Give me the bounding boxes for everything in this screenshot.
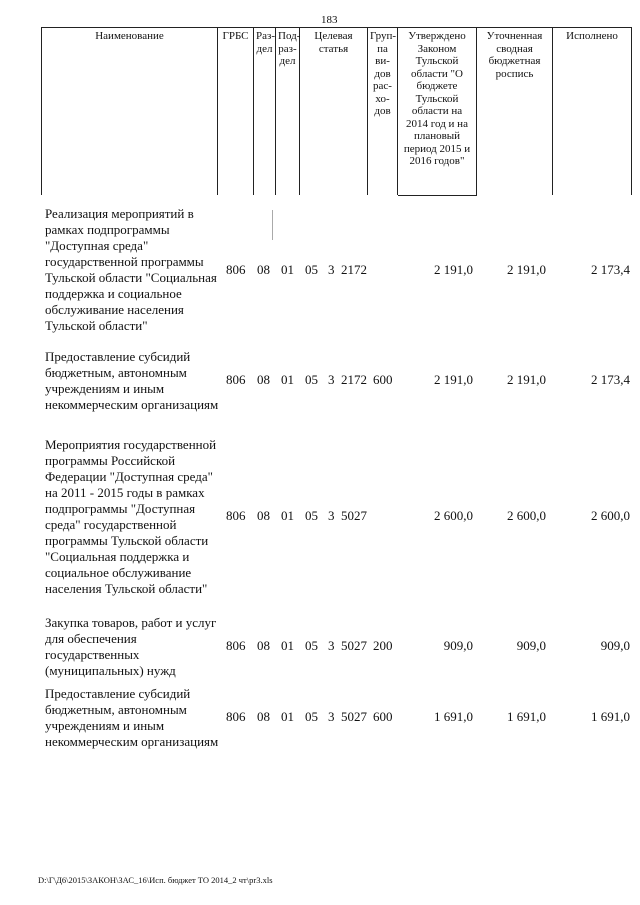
- row-target-2: 3: [328, 262, 335, 277]
- header-target: Целевая статья: [300, 28, 368, 195]
- row-razdel: 08: [257, 372, 270, 387]
- row-executed: 2 173,4: [591, 262, 630, 277]
- row-target-2: 3: [328, 638, 335, 653]
- row-podrazdel: 01: [281, 262, 294, 277]
- row-name: Предоставление субсидий бюджетным, автономным учреждениям и иным некоммерческим организациям: [45, 349, 219, 412]
- page-number: 183: [321, 14, 338, 26]
- row-group: 200: [373, 638, 393, 653]
- row-group: 600: [373, 709, 393, 724]
- row-name: Мероприятия государственной программы Российской Федерации "Доступная среда" на 2011 - 2015 годы в рамках подпрограммы "Доступная среда" государственной программы Тульской области "Социальная поддержка и социальное обслуживание населения Тульской области": [45, 437, 217, 596]
- row-name: Предоставление субсидий бюджетным, автономным учреждениям и иным некоммерческим организациям: [45, 686, 219, 749]
- header-executed: Исполнено: [553, 28, 632, 195]
- row-executed: 2 600,0: [591, 508, 630, 523]
- file-path-footer: D:\Г\Д6\2015\ЗАКОН\ЗАС_16\Исп. бюджет ТО 2014_2 чт\pr3.xls: [38, 875, 273, 885]
- row-name: Реализация мероприятий в рамках подпрограммы "Доступная среда" государственной программы Тульской области "Социальная поддержка и социальное обслуживание населения Тульской области": [45, 206, 217, 333]
- row-podrazdel: 01: [281, 508, 294, 523]
- row-revised: 1 691,0: [507, 709, 546, 724]
- row-razdel: 08: [257, 709, 270, 724]
- row-target-3: 5027: [341, 709, 367, 724]
- row-approved: 1 691,0: [434, 709, 473, 724]
- row-razdel: 08: [257, 508, 270, 523]
- row-approved: 909,0: [443, 638, 473, 653]
- row-approved: 2 600,0: [434, 508, 473, 523]
- row-razdel: 08: [257, 262, 270, 277]
- row-target-1: 05: [305, 262, 318, 277]
- header-name: Наименование: [42, 28, 218, 195]
- row-target-3: 2172: [341, 372, 367, 387]
- row-podrazdel: 01: [281, 709, 294, 724]
- row-razdel: 08: [257, 638, 270, 653]
- header-grbs: ГРБС: [218, 28, 254, 195]
- header-podrazdel: Под- раз- дел: [276, 28, 300, 195]
- row-target-3: 2172: [341, 262, 367, 277]
- row-grbs: 806: [226, 262, 246, 277]
- row-grbs: 806: [226, 372, 246, 387]
- row-revised: 2 191,0: [507, 372, 546, 387]
- header-revised: Уточненная сводная бюджетная роспись: [477, 28, 553, 195]
- row-target-3: 5027: [341, 508, 367, 523]
- row-group: 600: [373, 372, 393, 387]
- row-podrazdel: 01: [281, 638, 294, 653]
- scan-mark: [272, 210, 273, 240]
- header-divider: [398, 195, 477, 196]
- row-grbs: 806: [226, 638, 246, 653]
- row-executed: 1 691,0: [591, 709, 630, 724]
- row-target-1: 05: [305, 709, 318, 724]
- row-revised: 909,0: [516, 638, 546, 653]
- header-razdel: Раз- дел: [254, 28, 276, 195]
- row-approved: 2 191,0: [434, 262, 473, 277]
- table-header: [41, 27, 632, 195]
- row-target-3: 5027: [341, 638, 367, 653]
- row-approved: 2 191,0: [434, 372, 473, 387]
- row-revised: 2 191,0: [507, 262, 546, 277]
- row-podrazdel: 01: [281, 372, 294, 387]
- row-target-2: 3: [328, 372, 335, 387]
- row-target-2: 3: [328, 709, 335, 724]
- row-executed: 909,0: [600, 638, 630, 653]
- row-revised: 2 600,0: [507, 508, 546, 523]
- row-target-1: 05: [305, 638, 318, 653]
- row-name: Закупка товаров, работ и услуг для обеспечения государственных (муниципальных) нужд: [45, 615, 217, 678]
- row-target-1: 05: [305, 508, 318, 523]
- row-grbs: 806: [226, 508, 246, 523]
- row-target-1: 05: [305, 372, 318, 387]
- header-group: Груп- па ви- дов рас- хо- дов: [368, 28, 398, 195]
- row-target-2: 3: [328, 508, 335, 523]
- row-executed: 2 173,4: [591, 372, 630, 387]
- row-grbs: 806: [226, 709, 246, 724]
- header-approved: Утверждено Законом Тульской области "О бюджете Тульской области на 2014 год и на плановый период 2015 и 2016 годов": [398, 28, 477, 195]
